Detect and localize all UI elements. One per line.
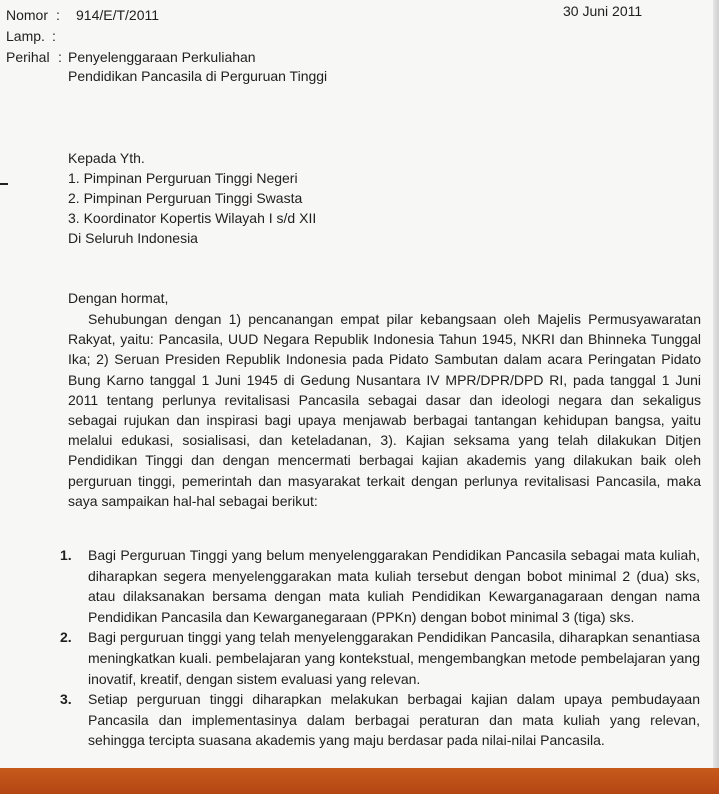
nomor-colon: : (56, 7, 60, 23)
list-item (60, 545, 700, 627)
recipient-item: 1. Pimpinan Perguruan Tinggi Negeri (68, 170, 298, 186)
perihal-colon: : (58, 49, 62, 65)
recipient-item: 3. Koordinator Kopertis Wilayah I s/d XII (68, 210, 317, 226)
list-item (60, 689, 700, 751)
bottom-color-band (0, 768, 719, 794)
recipient-item: 2. Pimpinan Perguruan Tinggi Swasta (68, 190, 303, 206)
list-item-text: Bagi perguruan tinggi yang telah menyelenggarakan Pendidikan Pancasila, diharapkan senantiasa meningkatkan kuali. pembelajaran yang kontekstual, mengembangkan metode pembelajaran yang inovatif, kreatif, dengan sistem evaluasi yang relevan. (88, 629, 700, 687)
lamp-label: Lamp. (6, 28, 45, 44)
list-item-text: Bagi Perguruan Tinggi yang belum menyelenggarakan Pendidikan Pancasila sebagai mata kuliah, diharapkan segera menyelenggarakan mata kuliah tersebut dengan bobot minimal 2 (dua) sks, atau dilaksanakan bersama dengan mata kuliah Pendidikan Kewarganagaraan dengan nama Pendidikan Pancasila dan Kewarganegaraan (PPKn) dengan bobot minimal 3 (tiga) sks. (88, 547, 700, 625)
recipient-location: Di Seluruh Indonesia (68, 230, 198, 246)
letter-date: 30 Juni 2011 (563, 3, 643, 19)
salutation: Dengan hormat, (68, 290, 169, 306)
perihal-line-1: Penyelenggaraan Perkuliahan (68, 49, 256, 65)
lamp-colon: : (52, 28, 56, 44)
recipient-block (68, 148, 316, 248)
list-item-number: 1. (60, 547, 72, 563)
nomor-value: 914/E/T/2011 (76, 7, 160, 23)
recipient-greeting: Kepada Yth. (68, 150, 145, 166)
perihal-label: Perihal (6, 49, 50, 65)
list-item-number: 2. (60, 629, 72, 646)
perihal-line-2: Pendidikan Pancasila di Perguruan Tinggi (68, 68, 328, 84)
list-item-text: Setiap perguruan tinggi diharapkan melakukan berbagai kajian dalam upaya pembudayaan Pancasila dan implementasinya dalam berbagai peraturan dan mata kuliah yang relevan, sehingga tercipta suasana akademis yang maju berdasar pada nilai-nilai Pancasila. (88, 691, 700, 749)
nomor-label: Nomor (6, 7, 49, 23)
opening-paragraph: Sehubungan dengan 1) pencanangan empat pilar kebangsaan oleh Majelis Permusyawaratan Rakyat, yaitu: Pancasila, UUD Negara Republik Indonesia Tahun 1945, NKRI dan Bhinneka Tunggal Ika; 2) Seruan Presiden Republik Indonesia pada Pidato Sambutan dalam acara Peringatan Pidato Bung Karno tanggal 1 Juni 1945 di Gedung Nusantara IV MPR/DPR/DPD RI, pada tanggal 1 Juni 2011 tentang perlunya revitalisasi Pancasila sebagai dasar dan ideologi negara dan sekaligus sebagai rujukan dan inspirasi bagi upaya menjawab berbagai tantangan kehidupan bangsa, yaitu melalui edukasi, sosialisasi, dan keteladanan, 3). Kajian seksama yang telah dilakukan Ditjen Pendidikan Tinggi dan dengan mencermati berbagai kajian akademis yang dilakukan baik oleh perguruan tinggi, pemerintah dan masyarakat terkait dengan perlunya revitalisasi Pancasila, maka saya sampaikan hal-hal sebagai berikut: (68, 311, 701, 509)
list-item (60, 627, 700, 689)
list-item-number: 3. (60, 691, 72, 708)
points-list (60, 545, 700, 751)
